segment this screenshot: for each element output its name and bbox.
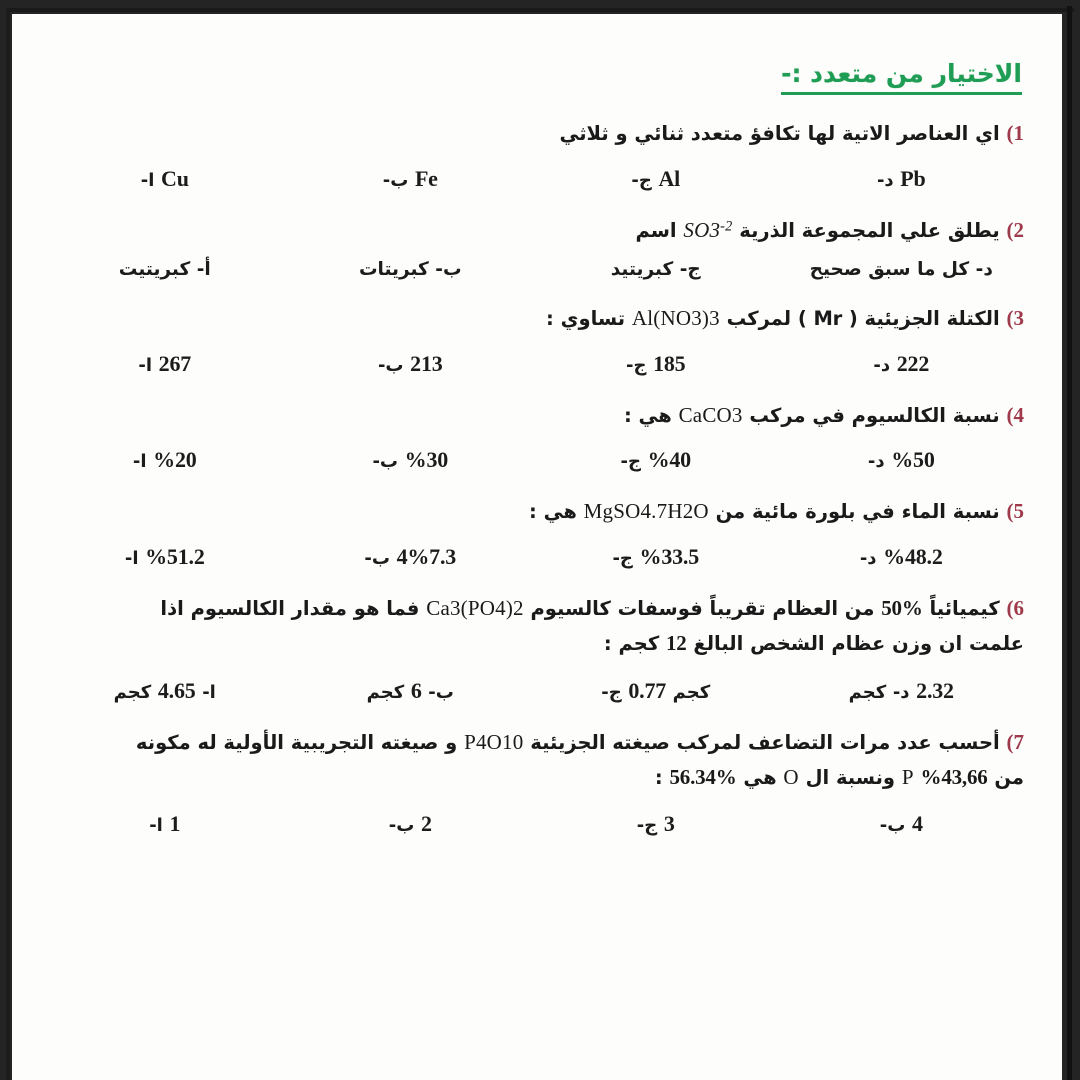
question-5-option-b-value: 4%7.3	[396, 543, 457, 569]
question-4-stem	[38, 399, 1028, 432]
question-6-option-a-label: ا-	[202, 682, 216, 704]
question-1-option-d-value: Pb	[900, 165, 926, 191]
sheet-border-right	[1067, 6, 1072, 1080]
question-7-option-a[interactable]	[42, 811, 288, 837]
question-6-option-c-value: 0.77	[628, 678, 667, 704]
question-1-stem-text: اي العناصر الاتية لها تكافؤ متعدد ثنائي و ثلاثي	[559, 122, 1000, 146]
question-5-options	[38, 544, 1028, 570]
question-6-stem-part-a: كيميائياً	[929, 596, 1000, 620]
question-2-option-a[interactable]	[42, 259, 288, 280]
question-6-option-b-label: ب-	[428, 682, 454, 704]
question-6-stem-part-b: من العظام تقريباً فوسفات كالسيوم	[530, 596, 875, 620]
question-2-stem-suffix: اسم	[635, 218, 677, 242]
question-5-formula: MgSO4.7H2O	[583, 499, 709, 524]
question-7-number: 7)	[1006, 730, 1024, 755]
question-6-option-b[interactable]	[288, 678, 534, 704]
question-3-option-d[interactable]	[779, 351, 1025, 377]
question-1-option-a-value: Cu	[161, 165, 189, 191]
question-4-option-c[interactable]	[533, 447, 779, 473]
question-6-option-a[interactable]	[42, 678, 288, 704]
question-6-option-d-unit: كجم	[848, 682, 887, 704]
question-5-option-a-label: ا-	[124, 547, 139, 569]
question-7-option-c-label: ج-	[636, 815, 658, 837]
question-2-stem	[38, 214, 1028, 247]
question-7-stem-line-1	[38, 726, 1028, 759]
question-5-option-d[interactable]	[779, 544, 1025, 570]
question-7-stem-part-a: أحسب عدد مرات التضاعف لمركب صيغته الجزيئية	[530, 731, 1000, 755]
question-4-option-a-value: %20	[153, 447, 197, 473]
question-5-option-c[interactable]	[533, 544, 779, 570]
question-2-option-d-value: كل ما سبق صحيح	[809, 259, 970, 281]
question-7-symbol-o: O	[783, 764, 799, 789]
question-3-stem-suffix: تساوي :	[546, 307, 626, 331]
question-7-stem-line-2	[38, 761, 1028, 794]
question-6	[38, 592, 1028, 704]
page-title: الاختيار من متعدد :-	[781, 58, 1022, 95]
question-2-option-a-value: كبريتيت	[118, 259, 191, 281]
question-1	[38, 117, 1028, 192]
question-2-option-a-label: أ-	[196, 259, 211, 281]
question-5-option-b-label: ب-	[364, 547, 390, 569]
question-1-option-a-label: ا-	[140, 169, 155, 191]
question-1-number: 1)	[1006, 121, 1024, 146]
question-7-percent-p: %43,66	[920, 764, 988, 789]
question-6-option-a-value: 4.65	[157, 678, 196, 704]
question-7-stem2-part-b: ونسبة ال	[805, 765, 896, 789]
question-1-option-d-label: د-	[876, 169, 894, 191]
question-7-stem-part-b: و صيغته التجريبية الأولية له مكونه	[135, 731, 458, 755]
question-4-stem-suffix: هي :	[623, 403, 672, 427]
question-7-option-d-label: ب-	[879, 815, 906, 837]
question-7-option-c-value: 3	[663, 811, 675, 837]
question-5-option-b[interactable]	[288, 544, 534, 570]
question-7-options	[38, 811, 1028, 837]
question-3-option-a[interactable]	[42, 351, 288, 377]
question-4-option-b[interactable]	[288, 447, 534, 473]
question-3-options	[38, 351, 1028, 377]
question-2-formula: $SO3^{-2}$	[683, 217, 733, 242]
question-4-number: 4)	[1006, 402, 1024, 427]
question-7	[38, 726, 1028, 837]
question-3-stem-prefix: الكتلة الجزيئية ( Mr ) لمركب	[726, 307, 1000, 331]
question-1-option-b[interactable]	[288, 166, 534, 192]
question-5-option-d-label: د-	[859, 547, 877, 569]
question-6-number: 6)	[1006, 595, 1024, 620]
question-4-stem-prefix: نسبة الكالسيوم في مركب	[749, 403, 1000, 427]
question-1-option-c[interactable]	[533, 166, 779, 192]
question-7-stem2-part-c: هي	[743, 765, 777, 789]
question-6-stem-line-1	[38, 592, 1028, 625]
question-1-stem	[38, 117, 1028, 150]
question-2-option-c[interactable]	[533, 259, 779, 280]
question-5-stem-prefix: نسبة الماء في بلورة مائية من	[715, 500, 1000, 524]
question-7-option-b-label: ب-	[388, 815, 415, 837]
question-6-stem2-part-b: كجم :	[603, 631, 660, 655]
question-1-option-b-label: ب-	[382, 169, 409, 191]
question-4-option-c-label: ج-	[620, 451, 641, 473]
question-4-option-a[interactable]	[42, 447, 288, 473]
question-6-stem-part-c: فما هو مقدار الكالسيوم اذا	[160, 596, 420, 620]
question-2-stem-prefix: يطلق علي المجموعة الذرية	[739, 218, 1000, 242]
question-3-option-b[interactable]	[288, 351, 534, 377]
question-7-option-d[interactable]	[779, 811, 1025, 837]
question-7-percent-o: 56.34%	[669, 764, 737, 789]
question-4-options	[38, 447, 1028, 473]
question-6-stem-line-2	[38, 627, 1028, 660]
question-2-options	[38, 259, 1028, 280]
question-2-option-d[interactable]	[779, 259, 1025, 280]
question-4-option-b-value: %30	[404, 447, 449, 473]
question-5-stem-suffix: هي :	[529, 500, 577, 524]
question-7-stem2-part-a: من	[994, 765, 1024, 789]
question-2-number: 2)	[1006, 217, 1024, 242]
question-4-option-d[interactable]	[779, 447, 1025, 473]
question-4-option-a-label: ا-	[132, 451, 147, 473]
question-6-option-c-unit: كجم	[672, 682, 711, 704]
question-1-option-d[interactable]	[779, 166, 1025, 192]
question-6-weight: 12	[665, 630, 687, 655]
question-7-option-b-value: 2	[420, 811, 432, 837]
question-3-option-a-label: ا-	[138, 354, 153, 376]
question-6-option-d-label: د-	[892, 682, 910, 704]
question-6-option-c[interactable]	[533, 678, 779, 704]
question-4	[38, 399, 1028, 474]
question-2	[38, 214, 1028, 281]
question-3-stem	[38, 302, 1028, 335]
question-5	[38, 495, 1028, 570]
sheet-border-left	[6, 8, 10, 1080]
question-6-option-c-label: ج-	[601, 682, 622, 704]
question-5-stem	[38, 495, 1028, 528]
question-2-option-c-value: كبريتيد	[610, 259, 674, 281]
question-2-option-b-value: كبريتات	[358, 259, 429, 281]
question-6-option-b-value: 6	[410, 678, 422, 704]
worksheet-page	[12, 14, 1062, 1080]
question-7-option-a-value: 1	[169, 811, 181, 837]
question-3-option-c[interactable]	[533, 351, 779, 377]
question-1-option-c-value: Al	[658, 165, 681, 191]
question-1-options	[38, 166, 1028, 192]
question-4-formula: CaCO3	[678, 402, 743, 427]
sheet-border-top	[6, 8, 1074, 12]
question-4-option-d-label: د-	[867, 451, 885, 473]
question-7-symbol-p: P	[901, 764, 914, 789]
question-6-options	[38, 678, 1028, 704]
question-6-option-b-unit: كجم	[366, 682, 405, 704]
question-3-option-d-value: 222	[896, 350, 930, 376]
question-4-option-b-label: ب-	[372, 451, 399, 473]
section-heading-row	[38, 14, 1028, 95]
question-3	[38, 302, 1028, 377]
question-2-option-b-label: ب-	[435, 259, 462, 281]
question-6-formula: Ca3(PO4)2	[426, 595, 524, 620]
question-7-option-d-value: 4	[911, 811, 923, 837]
question-5-option-c-label: ج-	[612, 547, 633, 569]
question-4-option-c-value: %40	[647, 447, 691, 473]
question-2-option-c-label: ج-	[679, 259, 701, 281]
question-2-option-b[interactable]	[288, 259, 534, 280]
question-7-option-a-label: ا-	[149, 815, 163, 837]
question-7-formula: P4O10	[464, 730, 524, 755]
question-3-option-b-label: ب-	[377, 354, 404, 376]
question-1-option-c-label: ج-	[631, 169, 652, 191]
question-5-option-a-value: %51.2	[145, 543, 205, 569]
question-6-stem2-part-a: علمت ان وزن عظام الشخص البالغ	[693, 631, 1024, 655]
question-5-option-a[interactable]	[42, 544, 288, 570]
question-6-option-d[interactable]	[779, 678, 1025, 704]
question-6-option-a-unit: كجم	[113, 682, 152, 704]
question-3-formula: Al(NO3)3	[631, 306, 720, 331]
question-2-option-d-label: د-	[975, 259, 993, 281]
question-1-option-b-value: Fe	[414, 165, 438, 191]
question-3-number: 3)	[1006, 306, 1024, 331]
question-3-option-b-value: 213	[410, 350, 443, 376]
question-7-option-b[interactable]	[288, 811, 534, 837]
question-6-option-d-value: 2.32	[916, 678, 954, 704]
question-6-percent: 50%	[881, 595, 923, 620]
question-1-option-a[interactable]	[42, 166, 288, 192]
question-5-option-c-value: %33.5	[639, 543, 700, 569]
question-7-option-c[interactable]	[533, 811, 779, 837]
question-3-option-d-label: د-	[873, 354, 891, 376]
question-7-stem2-part-d: :	[654, 765, 663, 789]
question-3-option-a-value: 267	[158, 350, 192, 376]
question-5-option-d-value: %48.2	[883, 543, 943, 569]
question-5-number: 5)	[1006, 499, 1024, 524]
question-3-option-c-value: 185	[653, 350, 686, 376]
question-4-option-d-value: %50	[891, 447, 935, 473]
question-3-option-c-label: ج-	[626, 354, 647, 376]
